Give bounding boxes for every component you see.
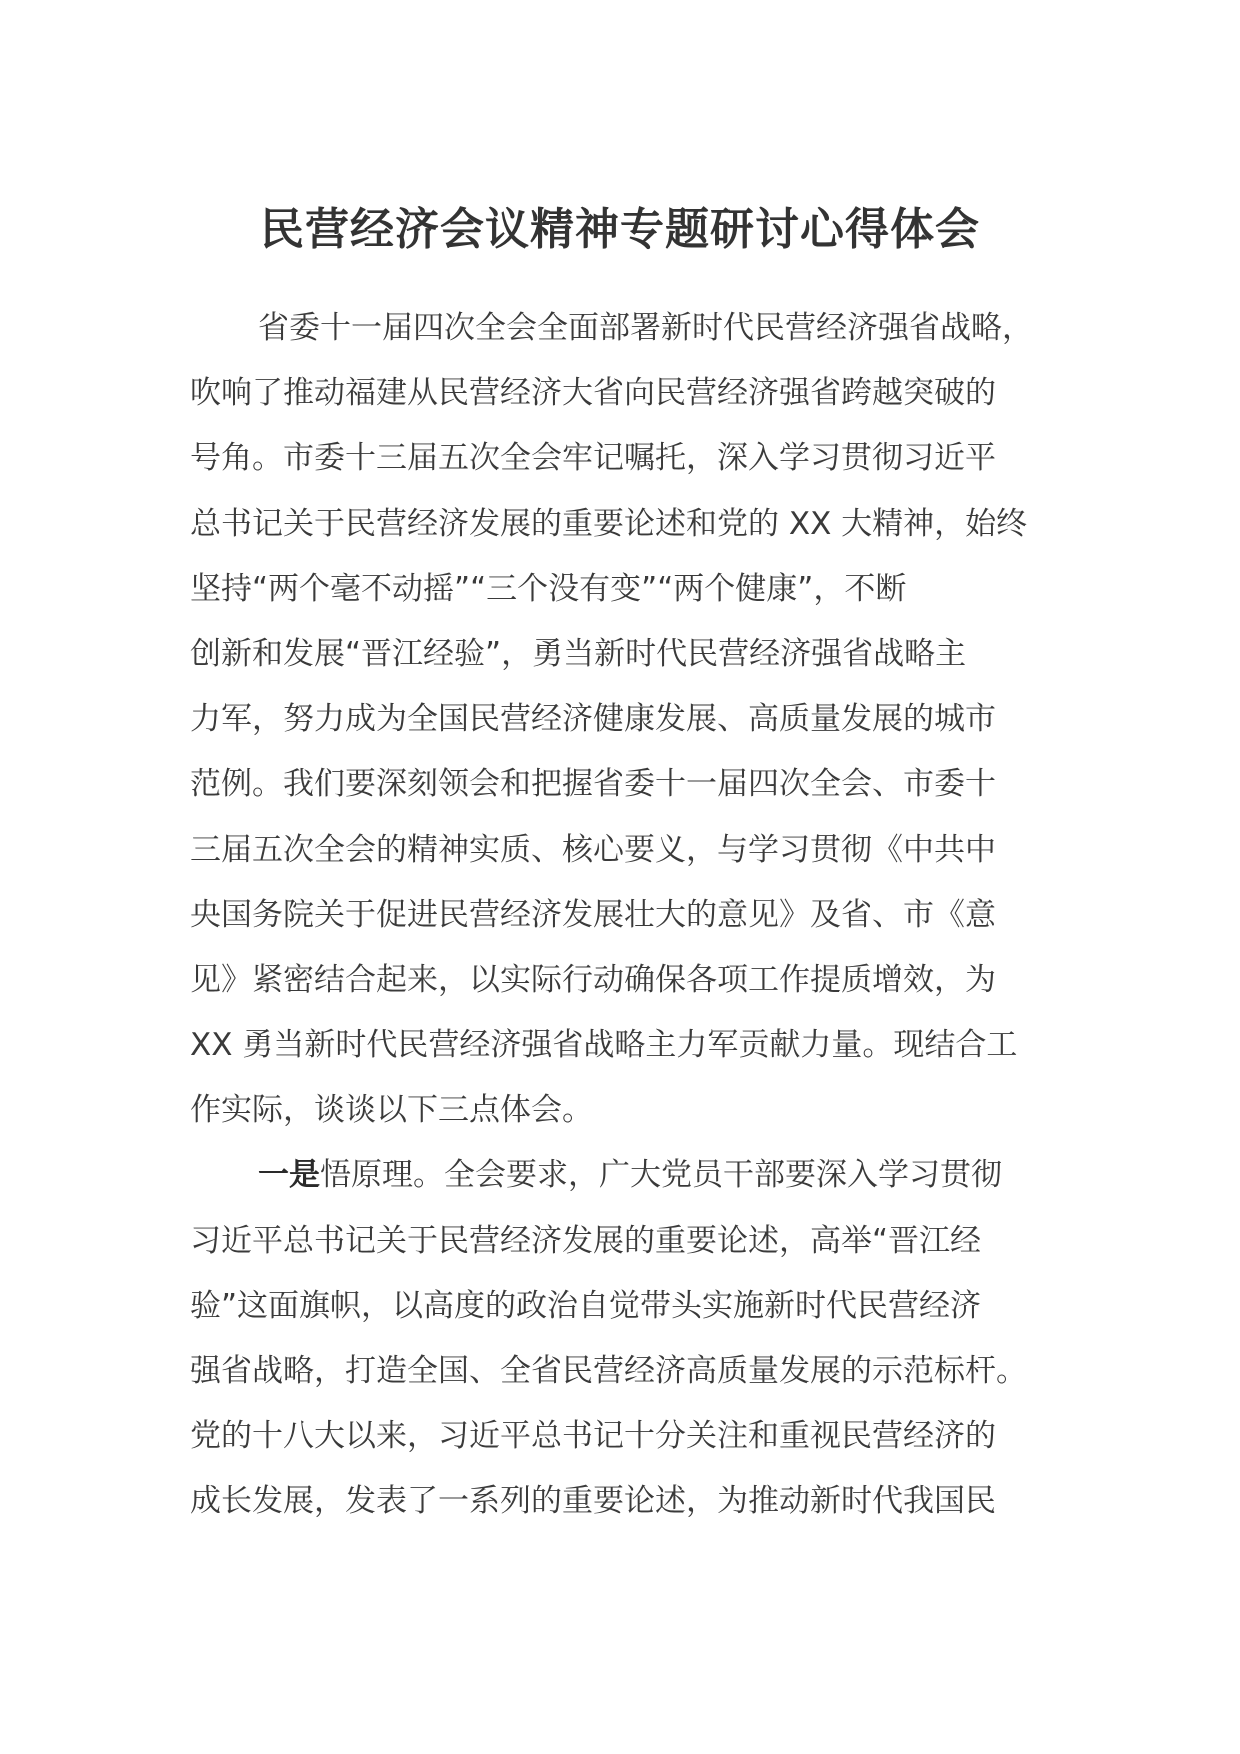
paragraph-1-line: 省委十一届四次全会全面部署新时代民营经济强省战略，	[258, 310, 1033, 346]
paragraph-1-line: 三届五次全会的精神实质、核心要义，与学习贯彻《中共中	[190, 831, 996, 868]
paragraph-1-line: 号角。市委十三届五次全会牢记嘱托，深入学习贯彻习近平	[190, 440, 996, 477]
paragraph-1-line: 创新和发展“晋江经验”，勇当新时代民营经济强省战略主	[190, 635, 967, 672]
paragraph-1-line: 见》紧密结合起来，以实际行动确保各项工作提质增效，为	[190, 961, 996, 998]
paragraph-1-line: 作实际，谈谈以下三点体会。	[190, 1092, 593, 1129]
paragraph-2-first-line	[190, 1143, 1060, 1208]
document-body	[190, 296, 1060, 1535]
paragraph-2-line: 党的十八大以来，习近平总书记十分关注和重视民营经济的	[190, 1418, 996, 1455]
document-title: 民营经济会议精神专题研讨心得体会	[260, 204, 980, 255]
paragraph-1-line: 总书记关于民营经济发展的重要论述和党的 XX 大精神，始终	[190, 505, 1028, 542]
paragraph-1-line: 范例。我们要深刻领会和把握省委十一届四次全会、市委十	[190, 766, 996, 803]
paragraph-1-line: 央国务院关于促进民营经济发展壮大的意见》及省、市《意	[190, 896, 996, 933]
paragraph-2-lead-bold: 一是	[258, 1157, 320, 1194]
paragraph-2-line: 习近平总书记关于民营经济发展的重要论述，高举“晋江经	[190, 1222, 982, 1259]
paragraph-2-line: 强省战略，打造全国、全省民营经济高质量发展的示范标杆。	[190, 1353, 1027, 1389]
paragraph-1-line: XX 勇当新时代民营经济强省战略主力军贡献力量。现结合工	[190, 1027, 1018, 1064]
paragraph-2-lead-rest: 悟原理。全会要求，广大党员干部要深入学习贯彻	[320, 1157, 1002, 1194]
paragraph-2-line: 成长发展，发表了一系列的重要论述，为推动新时代我国民	[190, 1483, 996, 1520]
paragraph-1-line: 力军，努力成为全国民营经济健康发展、高质量发展的城市	[190, 701, 996, 738]
paragraph-2-line: 验”这面旗帜，以高度的政治自觉带头实施新时代民营经济	[190, 1287, 982, 1324]
paragraph-1-line: 吹响了推动福建从民营经济大省向民营经济强省跨越突破的	[190, 375, 996, 412]
paragraph-1-line: 坚持“两个毫不动摇”“三个没有变”“两个健康”，不断	[190, 570, 907, 607]
